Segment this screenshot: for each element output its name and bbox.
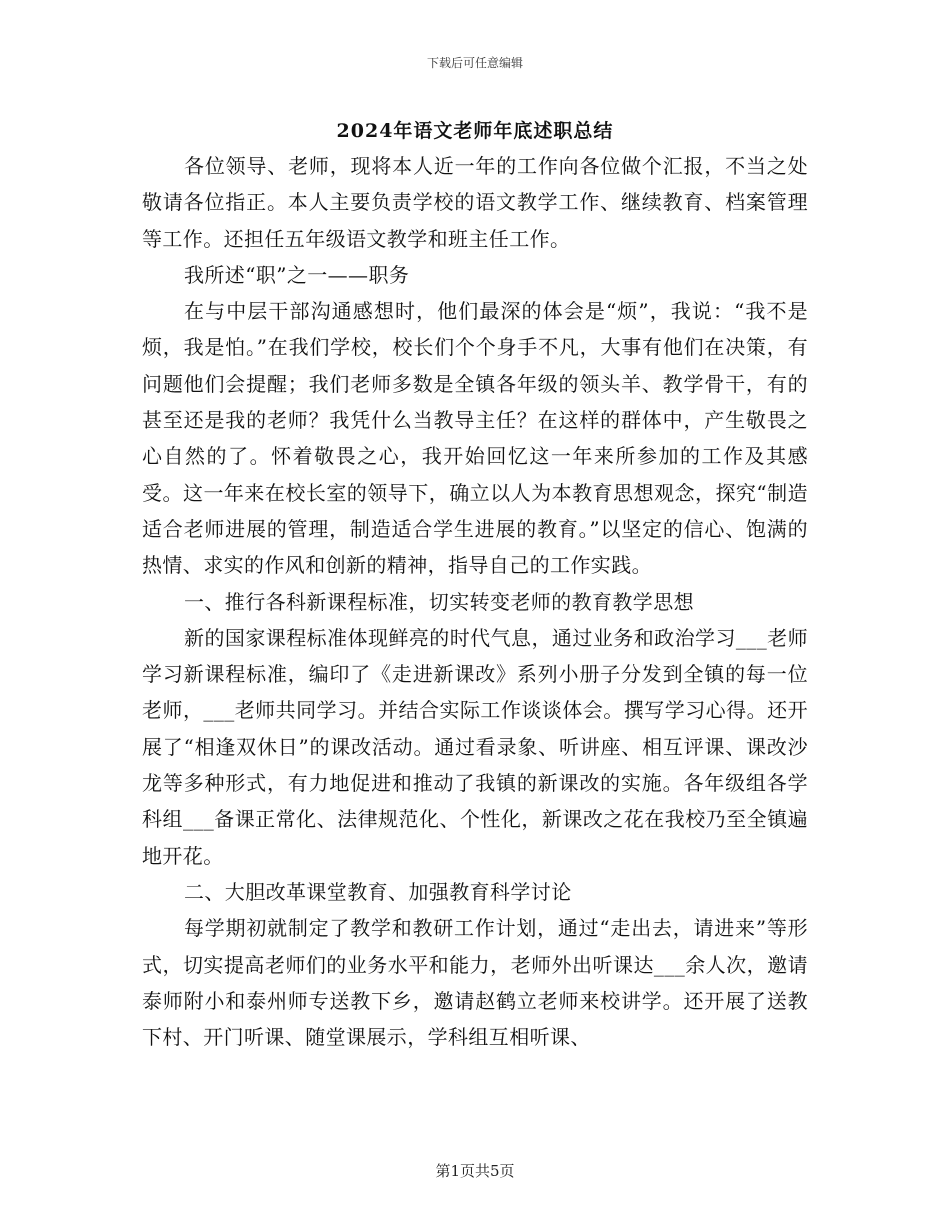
- header-note: 下载后可任意编辑: [426, 56, 523, 70]
- document-body: [142, 148, 808, 1055]
- paragraph-section-2: 每学期初就制定了教学和教研工作计划，通过“走出去，请进来”等形式，切实提高老师们的业务水平和能力，老师外出听课达___余人次，邀请泰师附小和泰州师专送教下乡，邀请赵鹤立老师来校讲学。还开展了送教下村、开门听课、随堂课展示，学科组互相听课、: [142, 916, 808, 1050]
- page-number: 第1页共5页: [435, 1162, 515, 1180]
- paragraph-section-1: 新的国家课程标准体现鲜亮的时代气息，通过业务和政治学习___老师学习新课程标准，编印了《走进新课改》系列小册子分发到全镇的每一位老师，___老师共同学习。并结合实际工作谈谈体会。撰写学习心得。还开展了“相逢双休日”的课改活动。通过看录象、听讲座、相互评课、课改沙龙等多种形式，有力地促进和推动了我镇的新课改的实施。各年级组各学科组___备课正常化、法律规范化、个性化，新课改之花在我校乃至全镇遍地开花。: [142, 625, 808, 868]
- section-heading-duty: 我所述“职”之一——职务: [184, 262, 410, 287]
- section-heading-2: 二、大胆改革课堂教育、加强教育科学讨论: [184, 879, 572, 904]
- section-heading-1: 一、推行各科新课程标准，切实转变老师的教育教学思想: [184, 589, 694, 614]
- document-title: 2024年语文老师年底述职总结: [336, 120, 614, 142]
- paragraph-intro: 各位领导、老师，现将本人近一年的工作向各位做个汇报，不当之处敬请各位指正。本人主要负责学校的语文教学工作、继续教育、档案管理等工作。还担任五年级语文教学和班主任工作。: [142, 154, 808, 251]
- paragraph-duty: 在与中层干部沟通感想时，他们最深的体会是“烦”，我说：“我不是烦，我是怕。”在我们学校，校长们个个身手不凡，大事有他们在决策，有问题他们会提醒；我们老师多数是全镇各年级的领头羊、教学骨干，有的甚至还是我的老师？我凭什么当教导主任？在这样的群体中，产生敬畏之心自然的了。怀着敬畏之心，我开始回忆这一年来所参加的工作及其感受。这一年来在校长室的领导下，确立以人为本教育思想观念，探究“制造适合老师进展的管理，制造适合学生进展的教育。”以坚定的信心、饱满的热情、求实的作风和创新的精神，指导自己的工作实践。: [142, 299, 808, 578]
